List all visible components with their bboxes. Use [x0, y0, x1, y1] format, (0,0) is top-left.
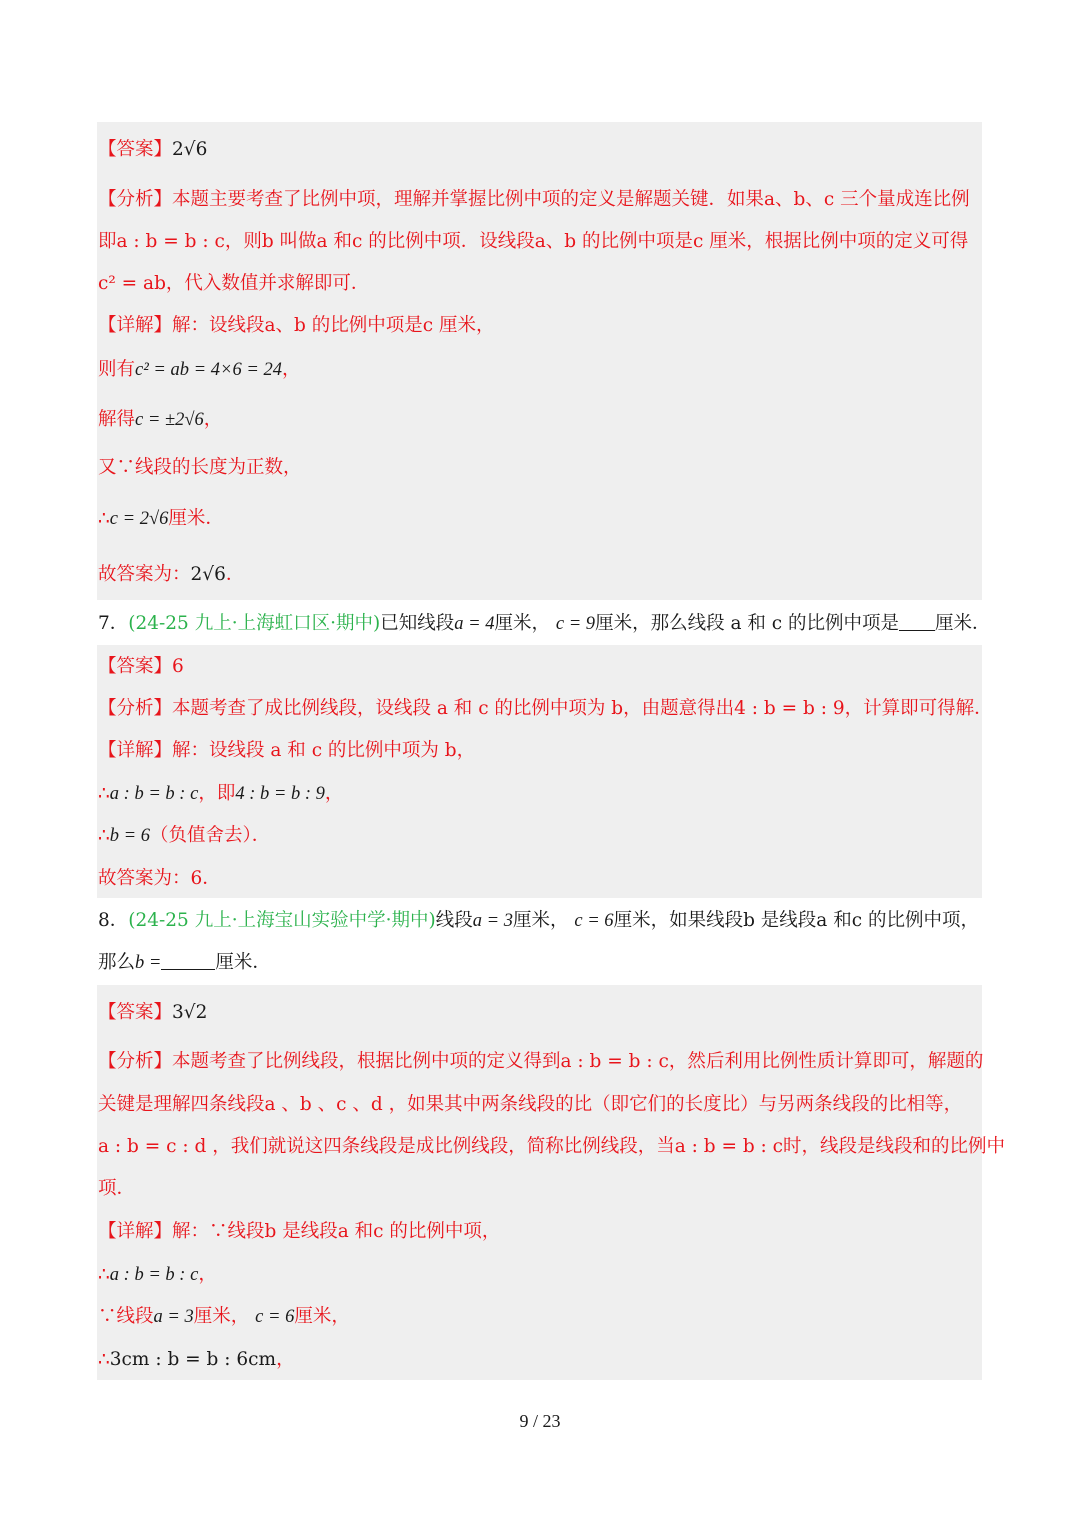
analysis-tag: 【分析】 [98, 1051, 173, 1072]
q7-final-answer: 故答案为：6． [98, 868, 221, 889]
answer-tag: 【答案】 [98, 656, 173, 677]
q6-analysis-line-1: 【分析】本题主要考查了比例中项，理解并掌握比例中项的定义是解题关键．如果a、b、c 三个量成连比例 [98, 189, 970, 210]
q6-final-answer: 故答案为：2√6． [98, 564, 245, 585]
q8-detail-line-3: ∵线段a = 3厘米， c = 6厘米， [98, 1306, 350, 1327]
answer-tag: 【答案】 [98, 139, 173, 160]
question-source: (24-25 九上·上海虹口区·期中) [128, 613, 381, 634]
detail-tag: 【详解】 [98, 740, 173, 761]
answer-blank [899, 612, 935, 631]
q6-detail-line-2: 则有c² = ab = 4×6 = 24， [98, 359, 301, 380]
q7-answer [98, 655, 982, 679]
answer-value: 2√6 [172, 139, 208, 160]
q8-detail-line-4: ∴3cm : b = b : 6cm， [98, 1349, 295, 1370]
q6-detail-line-1: 【详解】解：设线段a、b 的比例中项是c 厘米， [98, 315, 495, 336]
q8-analysis-line-3: a : b = c : d ，我们就说这四条线段是成比例线段，简称比例线段，当a : b = b : c时，线段是线段和的比例中 [98, 1136, 1006, 1157]
q7-detail-line-1: 【详解】解：设线段 a 和 c 的比例中项为 b， [98, 740, 476, 761]
analysis-tag: 【分析】 [98, 189, 173, 210]
question-source: (24-25 九上·上海宝山实验中学·期中) [128, 910, 436, 931]
answer-value: 6 [172, 656, 184, 677]
question-number: 7． [98, 613, 129, 634]
detail-tag: 【详解】 [98, 315, 173, 336]
answer-value: 3√2 [172, 1002, 208, 1023]
q7-stem: 7．(24-25 九上·上海虹口区·期中)已知线段a = 4厘米， c = 9厘米，那么线段 a 和 c 的比例中项是 厘米． [98, 613, 991, 634]
q6-detail-line-5: ∴c = 2√6厘米． [98, 508, 224, 529]
q6-analysis-line-2: 即a : b = b : c，则b 叫做a 和c 的比例中项．设线段a、b 的比例中项是c 厘米，根据比例中项的定义可得 [98, 231, 969, 252]
q7-detail-line-2: ∴a : b = b : c，即4 : b = b : 9， [98, 783, 344, 804]
q8-analysis-line-4: 项． [98, 1178, 136, 1199]
q6-analysis-line-3: c² = ab，代入数值并求解即可． [98, 273, 370, 294]
page-number: 9 / 23 [519, 1411, 561, 1431]
q7-detail-line-3: ∴b = 6（负值舍去）． [98, 825, 271, 846]
q8-answer [98, 1001, 982, 1025]
q8-stem-line-2: 那么b = 厘米． [98, 952, 271, 973]
question-number: 8． [98, 910, 129, 931]
detail-tag: 【详解】 [98, 1221, 173, 1242]
q8-detail-line-2: ∴a : b = b : c， [98, 1264, 217, 1285]
q7-solution-block [97, 645, 993, 898]
analysis-tag: 【分析】 [98, 698, 173, 719]
q8-stem-line-1: 8．(24-25 九上·上海宝山实验中学·期中)线段a = 3厘米， c = 6厘米，如果线段b 是线段a 和c 的比例中项， [98, 910, 979, 931]
q7-analysis: 【分析】本题考查了成比例线段，设线段 a 和 c 的比例中项为 b，由题意得出4 : b = b : 9，计算即可得解． [98, 698, 993, 719]
q6-detail-line-3: 解得c = ±2√6， [98, 409, 223, 430]
q8-analysis-line-1: 【分析】本题考查了比例线段，根据比例中项的定义得到a : b = b : c，然后利用比例性质计算即可，解题的 [98, 1051, 984, 1072]
q8-analysis-line-2: 关键是理解四条线段a 、b 、c 、d ，如果其中两条线段的比（即它们的长度比）与另两条线段的比相等， [98, 1094, 963, 1115]
answer-blank [161, 951, 215, 970]
answer-tag: 【答案】 [98, 1002, 173, 1023]
q6-answer [98, 138, 982, 162]
q6-detail-line-4: 又∵线段的长度为正数， [98, 457, 302, 478]
q8-detail-line-1: 【详解】解：∵线段b 是线段a 和c 的比例中项， [98, 1221, 501, 1242]
